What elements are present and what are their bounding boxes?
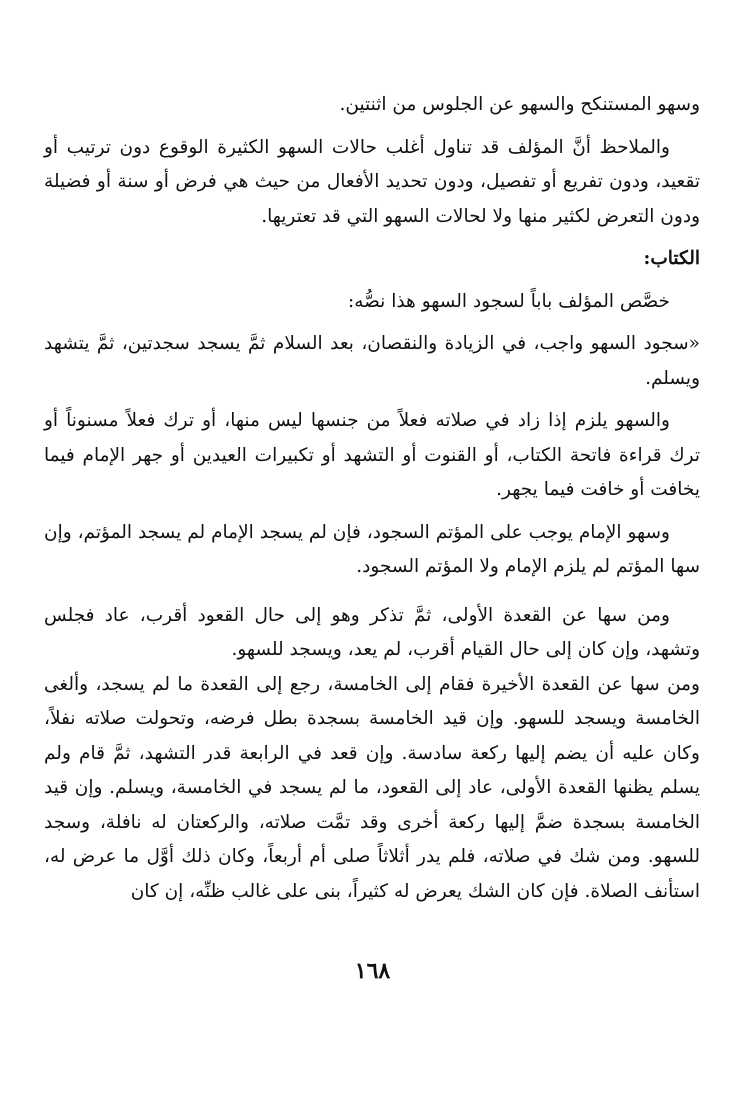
quote-paragraph-4: ومن سها عن القعدة الأولى، ثمَّ تذكر وهو إلى حال القعود أقرب، عاد فجلس وتشهد، وإن كان إلى حال القيام أقرب، لم يعد، ويسجد للسهو. ومن سها عن القعدة الأخيرة فقام إلى الخامسة، رجع إلى القعدة ما لم يسجد، وألغى الخامسة ويسجد للسهو. وإن قيد الخامسة بسجدة بطل فرضه، وتحولت صلاته نفلاً، وكان عليه أن يضم إليها ركعة سادسة. وإن قعد في الرابعة قدر التشهد، ثمَّ قام ولم يسلم يظنها القعدة الأولى، عاد إلى القعود، ما لم يسجد في الخامسة، ويسلم. وإن قيد الخامسة بسجدة ضمَّ إليها ركعة أخرى وقد تمَّت صلاته، والركعتان له نافلة، وسجد للسهو. ومن شك في صلاته، فلم يدر أثلاثاً صلى أم أربعاً، وكان ذلك أوَّل ما عرض له، استأنف الصلاة. فإن كان الشك يعرض له كثيراً، بنى على غالب ظنِّه، إن كان xyxy=(44,604,700,902)
paragraph-intro: خصَّص المؤلف باباً لسجود السهو هذا نصُّه: xyxy=(347,290,670,312)
quote-paragraph-2: والسهو يلزم إذا زاد في صلاته فعلاً من جنسها ليس منها، أو ترك فعلاً مسنوناً أو ترك قراءة فاتحة الكتاب، أو القنوت أو التشهد أو تكبيرات العيدين أو جهر الإمام فيما يخافت أو خافت فيما يجهر. xyxy=(44,410,700,500)
paragraph-continuation: وسهو المستنكح والسهو عن الجلوس من اثنتين. xyxy=(339,94,700,115)
text-column xyxy=(44,88,700,909)
section-heading: الكتاب: xyxy=(643,248,700,269)
page-number: ١٦٨ xyxy=(354,958,391,984)
paragraph-observation: والملاحظ أنَّ المؤلف قد تناول أغلب حالات السهو الكثيرة الوقوع دون ترتيب أو تقعيد، ودون تفريع أو تفصيل، ودون تحديد الأفعال من حيث هي فرض أو سنة أو فضيلة ودون التعرض لكثير منها ولا لحالات السهو التي قد تعتريها. xyxy=(44,136,700,227)
quote-paragraph-3: وسهو الإمام يوجب على المؤتم السجود، فإن لم يسجد الإمام لم يسجد المؤتم، وإن سها المؤتم لم يلزم الإمام ولا المؤتم السجود. xyxy=(44,521,700,577)
quote-paragraph-1: «سجود السهو واجب، في الزيادة والنقصان، بعد السلام ثمَّ يسجد سجدتين، ثمَّ يتشهد ويسلم. xyxy=(44,333,700,389)
